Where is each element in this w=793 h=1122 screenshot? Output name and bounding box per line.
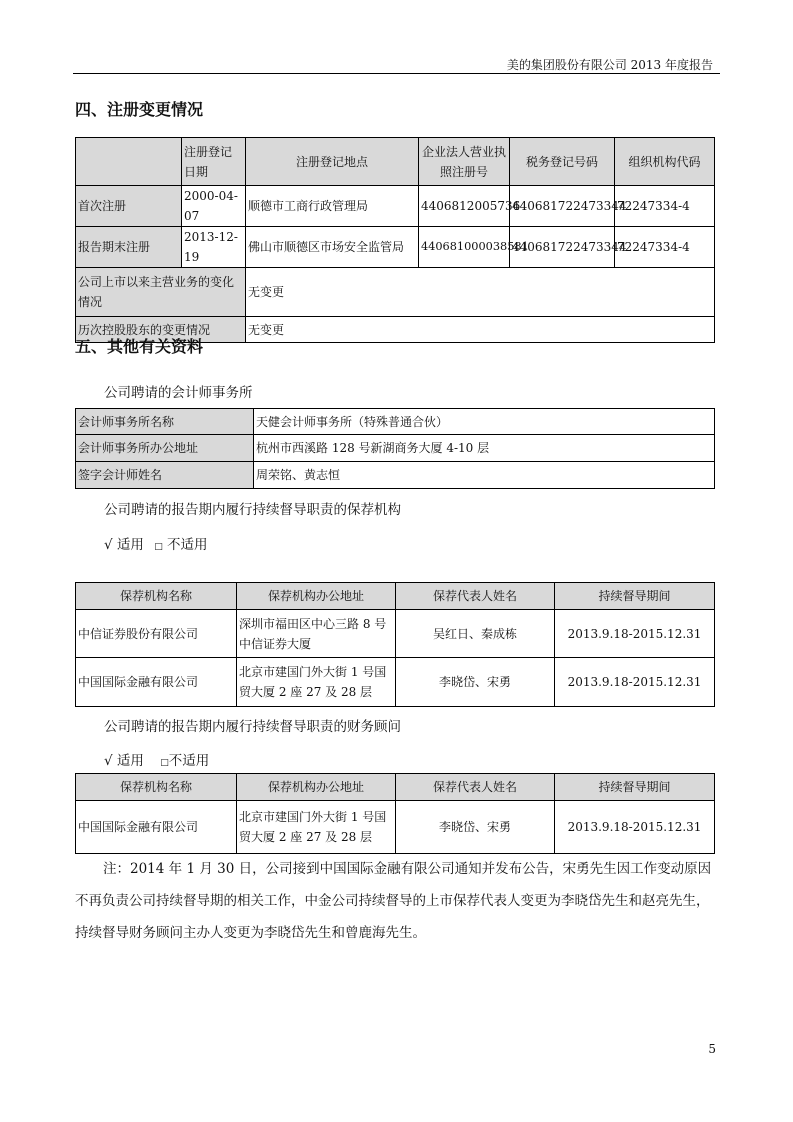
check-icon: √ bbox=[104, 753, 113, 769]
header-cell: 保荐机构办公地址 bbox=[237, 583, 396, 610]
accountant-intro: 公司聘请的会计师事务所 bbox=[104, 385, 253, 401]
header-cell: 保荐代表人姓名 bbox=[396, 583, 555, 610]
cell: 中国国际金融有限公司 bbox=[76, 801, 237, 854]
header-cell bbox=[76, 138, 182, 186]
header-cell: 保荐机构名称 bbox=[76, 774, 237, 801]
cell: 2013.9.18-2015.12.31 bbox=[555, 658, 715, 707]
cell: 顺德市工商行政管理局 bbox=[246, 186, 419, 227]
not-applicable-label: 不适用 bbox=[168, 753, 210, 769]
sponsor-intro: 公司聘请的报告期内履行持续督导职责的保荐机构 bbox=[104, 502, 401, 518]
row-label: 公司上市以来主营业务的变化情况 bbox=[76, 268, 246, 317]
header-cell: 税务登记号码 bbox=[510, 138, 615, 186]
sponsor-table bbox=[75, 582, 715, 707]
applicable-label: 适用 bbox=[116, 537, 144, 553]
cell: 440681000038581 bbox=[419, 227, 510, 268]
table-row bbox=[76, 227, 715, 268]
cell: 佛山市顺德区市场安全监管局 bbox=[246, 227, 419, 268]
cell: 72247334-4 bbox=[615, 227, 715, 268]
cell: 北京市建国门外大街 1 号国贸大厦 2 座 27 及 28 层 bbox=[237, 801, 396, 854]
row-label: 历次控股股东的变更情况 bbox=[76, 317, 246, 343]
cell: 中国国际金融有限公司 bbox=[76, 658, 237, 707]
row-label: 会计师事务所办公地址 bbox=[76, 435, 254, 462]
cell: 深圳市福田区中心三路 8 号中信证券大厦 bbox=[237, 610, 396, 658]
section4-heading: 四、注册变更情况 bbox=[75, 100, 204, 119]
cell: 4406812005736 bbox=[419, 186, 510, 227]
header-cell: 注册登记地点 bbox=[246, 138, 419, 186]
checkbox-icon: □ bbox=[154, 542, 163, 552]
not-applicable-label: 不适用 bbox=[167, 537, 208, 553]
cell: 2013.9.18-2015.12.31 bbox=[555, 610, 715, 658]
applicable-label: 适用 bbox=[116, 753, 144, 769]
accountant-table bbox=[75, 408, 715, 489]
row-label: 报告期末注册 bbox=[76, 227, 182, 268]
row-label: 首次注册 bbox=[76, 186, 182, 227]
cell: 天健会计师事务所（特殊普通合伙） bbox=[254, 409, 715, 435]
checkbox-icon: □ bbox=[160, 758, 169, 768]
section5-heading: 五、其他有关资料 bbox=[75, 337, 204, 356]
cell: 周荣铭、黄志恒 bbox=[254, 462, 715, 489]
check-icon: √ bbox=[104, 537, 113, 553]
advisor-applicable bbox=[104, 749, 209, 769]
cell: 吴红日、秦成栋 bbox=[396, 610, 555, 658]
header-cell: 注册登记日期 bbox=[182, 138, 246, 186]
header-rule bbox=[73, 73, 720, 74]
cell: 无变更 bbox=[246, 268, 715, 317]
cell: 2000-04-07 bbox=[182, 186, 246, 227]
row-label: 签字会计师姓名 bbox=[76, 462, 254, 489]
header-cell: 保荐机构办公地址 bbox=[237, 774, 396, 801]
header-cell: 组织机构代码 bbox=[615, 138, 715, 186]
table-row bbox=[76, 268, 715, 317]
table-row bbox=[76, 462, 715, 489]
advisor-table bbox=[75, 773, 715, 854]
table-row bbox=[76, 801, 715, 854]
table-row bbox=[76, 186, 715, 227]
cell: 李晓岱、宋勇 bbox=[396, 801, 555, 854]
cell: 杭州市西溪路 128 号新湖商务大厦 4-10 层 bbox=[254, 435, 715, 462]
row-label: 会计师事务所名称 bbox=[76, 409, 254, 435]
cell: 2013-12-19 bbox=[182, 227, 246, 268]
table-row bbox=[76, 658, 715, 707]
cell: 440681722473344 bbox=[510, 227, 615, 268]
cell: 无变更 bbox=[246, 317, 715, 343]
header-cell: 持续督导期间 bbox=[555, 774, 715, 801]
header-cell: 企业法人营业执照注册号 bbox=[419, 138, 510, 186]
advisor-intro: 公司聘请的报告期内履行持续督导职责的财务顾问 bbox=[104, 719, 401, 735]
cell: 440681722473344 bbox=[510, 186, 615, 227]
table-row bbox=[76, 435, 715, 462]
registration-table bbox=[75, 137, 715, 343]
table-row bbox=[76, 610, 715, 658]
cell: 北京市建国门外大街 1 号国贸大厦 2 座 27 及 28 层 bbox=[237, 658, 396, 707]
page-number: 5 bbox=[708, 1042, 716, 1056]
header-cell: 保荐代表人姓名 bbox=[396, 774, 555, 801]
sponsor-applicable bbox=[104, 533, 208, 553]
header-cell: 持续督导期间 bbox=[555, 583, 715, 610]
header-cell: 保荐机构名称 bbox=[76, 583, 237, 610]
cell: 中信证券股份有限公司 bbox=[76, 610, 237, 658]
cell: 李晓岱、宋勇 bbox=[396, 658, 555, 707]
cell: 2013.9.18-2015.12.31 bbox=[555, 801, 715, 854]
table-row bbox=[76, 409, 715, 435]
cell: 72247334-4 bbox=[615, 186, 715, 227]
running-header: 美的集团股份有限公司 2013 年度报告 bbox=[506, 58, 713, 72]
note-paragraph: 注：2014 年 1 月 30 日，公司接到中国国际金融有限公司通知并发布公告，宋勇先生因工作变动原因不再负责公司持续督导期的相关工作，中金公司持续督导的上市保荐代表人变更为李晓岱先生和赵亮先生，持续督导财务顾问主办人变更为李晓岱先生和曾鹿海先生。 bbox=[75, 861, 712, 941]
